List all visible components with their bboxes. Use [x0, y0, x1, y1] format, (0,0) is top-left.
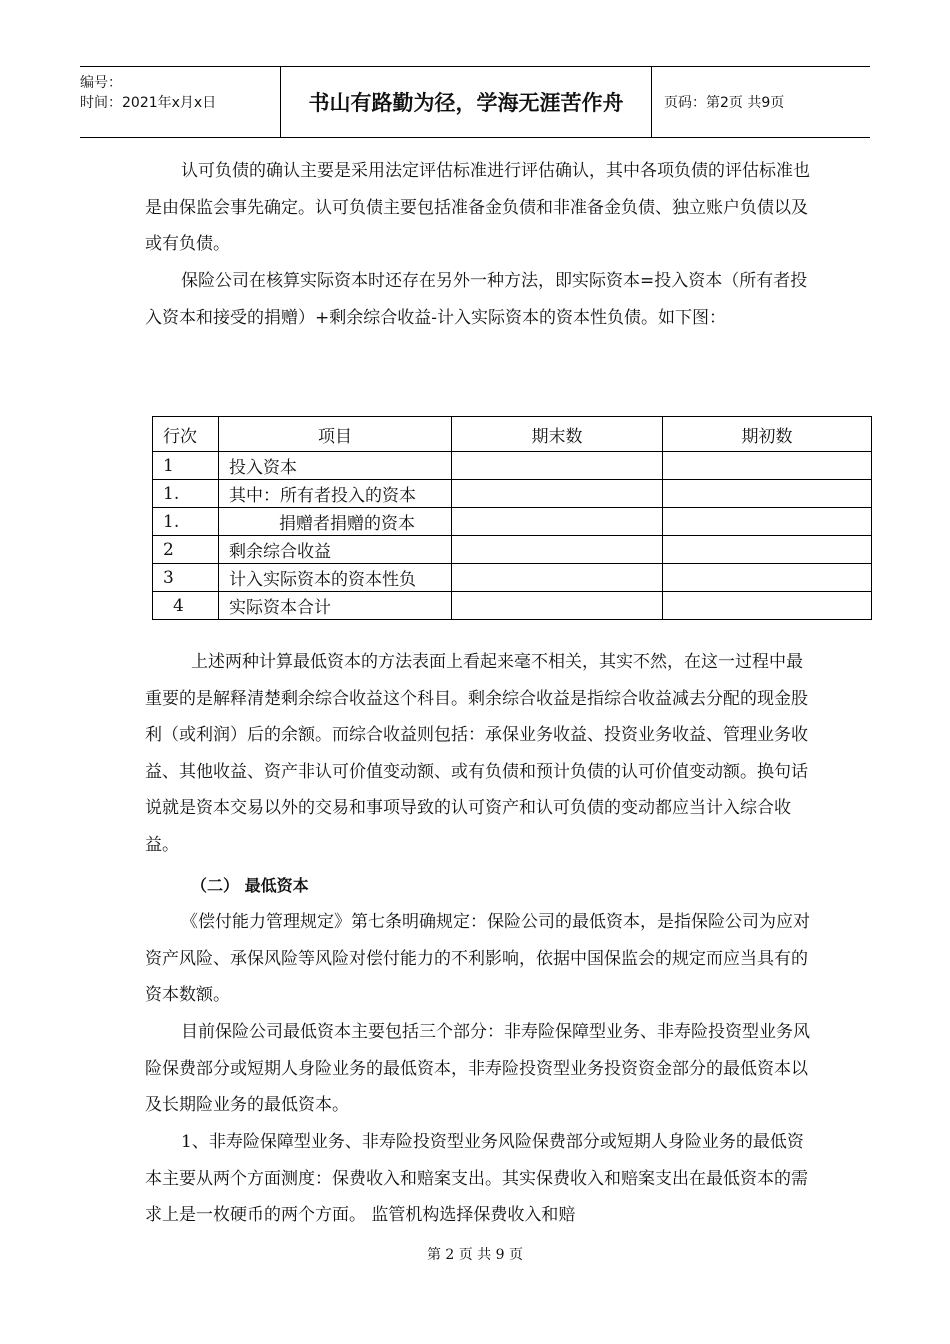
cell-line: 1. — [153, 480, 219, 508]
cell-end — [452, 536, 663, 564]
cell-end — [452, 592, 663, 620]
cell-begin — [663, 508, 872, 536]
table-row — [153, 480, 872, 508]
table-row — [153, 536, 872, 564]
paragraph-4 — [145, 904, 810, 1014]
paragraph-5 — [145, 1014, 810, 1124]
serial-label: 编号： — [80, 75, 122, 91]
cell-line: 4 — [153, 592, 219, 620]
header-page-info: 页码：第2页 共9页 — [664, 95, 785, 111]
cell-end — [452, 564, 663, 592]
col-header-end: 期末数 — [452, 417, 663, 452]
table-row — [153, 508, 872, 536]
cell-item: 投入资本 — [219, 452, 452, 480]
paragraph-6-text: 1、非寿险保障型业务、非寿险投资型业务风险保费部分或短期人身险业务的最低资本主要从两个方面测度：保费收入和赔案支出。其实保费收入和赔案支出在最低资本的需求上是一枚硬币的两个方面。 监管机构选择保费收入和赔 — [145, 1132, 808, 1225]
section-heading-text: （二） 最低资本 — [191, 876, 309, 895]
cell-end — [452, 452, 663, 480]
capital-table — [152, 416, 872, 620]
paragraph-2 — [145, 263, 810, 336]
header-motto: 书山有路勤为径，学海无涯苦作舟 — [281, 67, 652, 137]
cell-begin — [663, 536, 872, 564]
paragraph-5-text: 目前保险公司最低资本主要包括三个部分：非寿险保障型业务、非寿险投资型业务风险保费部分或短期人身险业务的最低资本，非寿险投资型业务投资资金部分的最低资本以及长期险业务的最低资本。 — [145, 1022, 810, 1115]
table-row — [153, 564, 872, 592]
section-heading — [145, 868, 810, 905]
table-header-row — [153, 417, 872, 452]
table-row — [153, 452, 872, 480]
paragraph-1-text: 认可负债的确认主要是采用法定评估标准进行评估确认，其中各项负债的评估标准也是由保监会事先确定。认可负债主要包括准备金负债和非准备金负债、独立账户负债以及或有负债。 — [145, 161, 810, 254]
paragraph-2-text: 保险公司在核算实际资本时还存在另外一种方法，即实际资本=投入资本（所有者投入资本和接受的捐赠）+剩余综合收益-计入实际资本的资本性负债。如下图： — [145, 271, 808, 328]
cell-begin — [663, 480, 872, 508]
cell-item: 实际资本合计 — [219, 592, 452, 620]
cell-line: 2 — [153, 536, 219, 564]
page-header — [80, 66, 870, 138]
table-row — [153, 592, 872, 620]
col-header-begin: 期初数 — [663, 417, 872, 452]
paragraph-3-text: 上述两种计算最低资本的方法表面上看起来毫不相关，其实不然，在这一过程中最重要的是解释清楚剩余综合收益这个科目。剩余综合收益是指综合收益减去分配的现金股利（或利润）后的余额。而综合收益则包括：承保业务收益、投资业务收益、管理业务收益、其他收益、资产非认可价值变动额、或有负债和预计负债的认可价值变动额。换句话说就是资本交易以外的交易和事项导致的认可资产和认可负债的变动都应当计入综合收益。 — [145, 652, 808, 855]
paragraph-6 — [145, 1124, 810, 1234]
header-meta — [80, 67, 281, 137]
cell-line: 3 — [153, 564, 219, 592]
cell-item: 剩余综合收益 — [219, 536, 452, 564]
col-header-item: 项目 — [219, 417, 452, 452]
cell-begin — [663, 592, 872, 620]
cell-item: 其中：所有者投入的资本 — [219, 480, 452, 508]
col-header-line: 行次 — [153, 417, 219, 452]
date-label: 时间：2021年x月x日 — [80, 95, 217, 111]
cell-line: 1. — [153, 508, 219, 536]
cell-item: 计入实际资本的资本性负 — [219, 564, 452, 592]
cell-end — [452, 508, 663, 536]
cell-line: 1 — [153, 452, 219, 480]
cell-item: 捐赠者捐赠的资本 — [219, 508, 452, 536]
cell-end — [452, 480, 663, 508]
cell-begin — [663, 452, 872, 480]
cell-begin — [663, 564, 872, 592]
page-footer: 第 2 页 共 9 页 — [426, 1247, 524, 1263]
paragraph-1 — [145, 153, 810, 263]
paragraph-3 — [145, 644, 810, 863]
paragraph-4-text: 《偿付能力管理规定》第七条明确规定：保险公司的最低资本，是指保险公司为应对资产风险、承保风险等风险对偿付能力的不利影响，依据中国保监会的规定而应当具有的资本数额。 — [145, 912, 810, 1005]
